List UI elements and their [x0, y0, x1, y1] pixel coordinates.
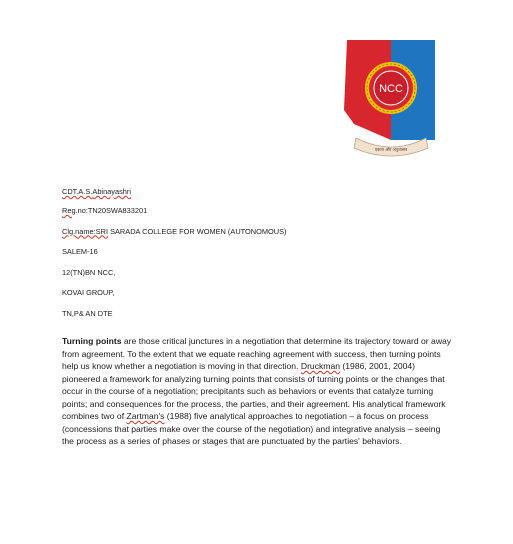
- battalion-line: 12(TN)BN NCC,: [62, 267, 116, 277]
- cadet-label: CDT.A.S.: [62, 187, 93, 196]
- cadet-details: [62, 187, 287, 329]
- group-line: KOVAI GROUP,: [62, 288, 115, 297]
- druckman-name: Druckman: [300, 361, 341, 371]
- cadet-name-line: [62, 187, 287, 206]
- ncc-emblem: [344, 40, 438, 166]
- paragraph-part-3: (1988) five analytical approaches to negotiation – a focus on process (concessions that parties make over the course of the negotiation) and integrative analysis – seeing the process as a series of phases or stages that are punctuated by the parties' behaviors.: [62, 411, 441, 446]
- college-line: [62, 227, 287, 248]
- paragraph-part-1: are those critical junctures in a negotiation that determine its trajectory toward or away from agreement. To the extent that we equate reaching agreement with success, then turning points help us know whether a negotiation is moving in that direction.: [62, 336, 452, 371]
- college-name: SARADA COLLEGE FOR WOMEN (AUTONOMOUS): [108, 226, 287, 236]
- reg-label: Reg: [62, 206, 76, 215]
- city-line: SALEM-16: [62, 247, 98, 256]
- reg-number-line: [62, 206, 287, 227]
- paragraph-part-2: (1986, 2001, 2004) pioneered a framework for analyzing turning points that consists of turning points or the changes that occur in the course of a negotiation; precipitants such as behaviors or events that catalyze turning points; and consequences for the process, the parties, and their agreement. His analytical framework combines two of: [62, 361, 446, 421]
- college-label: Clg.name:SRI: [62, 226, 109, 236]
- paragraph-text: [62, 335, 454, 448]
- svg-text:एकता और अनुशासन: एकता और अनुशासन: [374, 147, 408, 152]
- zartman-name: Zartman's: [126, 411, 165, 421]
- reg-value: .no:TN20SWA833201: [75, 206, 148, 215]
- directorate-line: TN,P& AN DTE: [62, 308, 113, 318]
- svg-text:NCC: NCC: [379, 83, 403, 95]
- lead-term: Turning points: [62, 336, 122, 346]
- cadet-name: Abinayashri: [92, 187, 132, 196]
- turning-points-paragraph: [62, 335, 454, 448]
